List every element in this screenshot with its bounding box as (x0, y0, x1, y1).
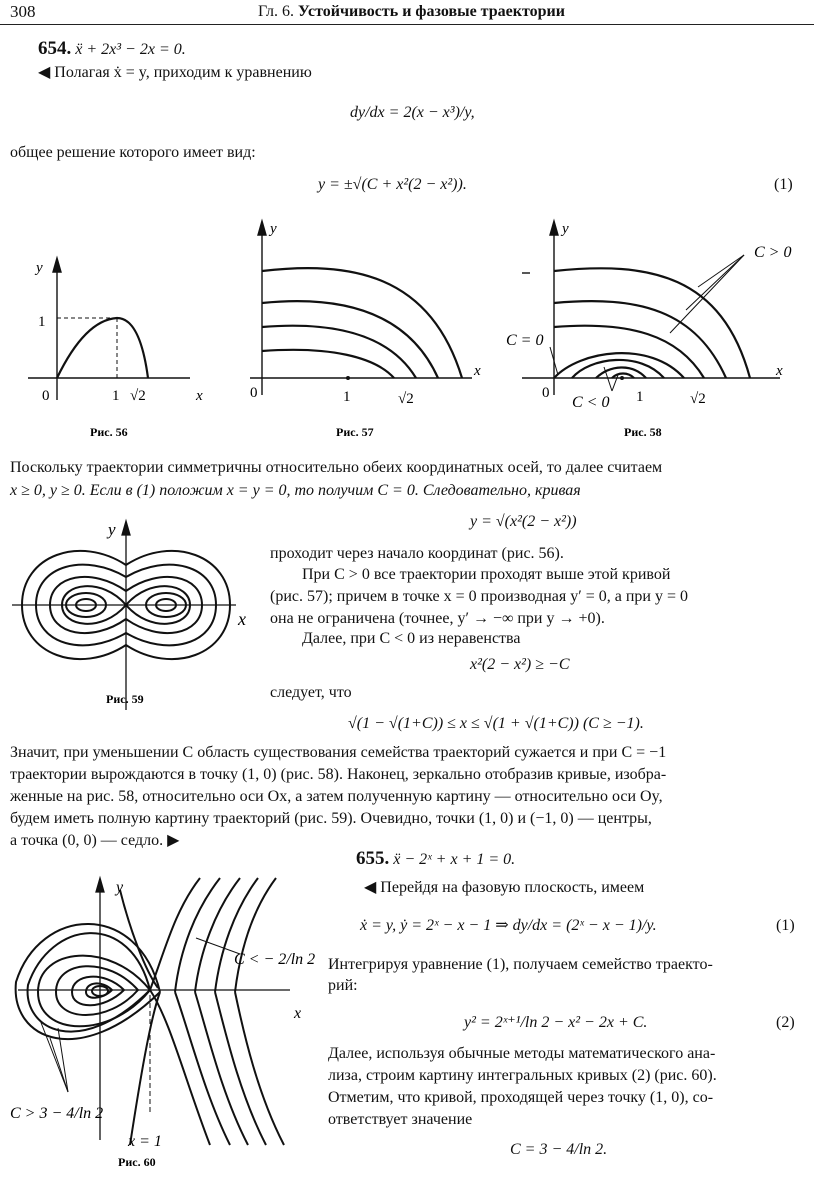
problem-655-heading (356, 848, 515, 870)
range-inequality: √(1 − √(1+C)) ≤ x ≤ √(1 + √(1+C)) (C ≥ −1). (348, 715, 644, 732)
equation-dy-dx: dy/dx = 2(x − x³)/y, (350, 104, 475, 121)
paragraph-conclusion-line2: траектории вырождаются в точку (1, 0) (рис. 58). Наконец, зеркально отобразив кривые, изобра- (10, 766, 667, 783)
paragraph-conclusion-line5: а точка (0, 0) — седло. ▶ (10, 832, 180, 849)
problem-equation: ẍ + 2x³ − 2x = 0. (75, 41, 186, 58)
axis-x-label: x (474, 363, 481, 379)
label-c-zero: C = 0 (506, 332, 544, 349)
axis-y-label: y (270, 221, 277, 237)
label-x-equals-1: x = 1 (128, 1133, 162, 1150)
figure-56 (0, 250, 230, 450)
page-number: 308 (10, 2, 36, 21)
figure-57 (230, 215, 500, 450)
paragraph-c-positive-line1: При C > 0 все траектории проходят выше этой кривой (302, 566, 671, 583)
label-c-greater: C > 3 − 4/ln 2 (10, 1105, 104, 1122)
analysis-line3: Отметим, что кривой, проходящей через точку (1, 0), со- (328, 1089, 714, 1106)
analysis-line2: лиза, строим картину интегральных кривых (2) (рис. 60). (328, 1067, 717, 1084)
analysis-line4: ответствует значение (328, 1111, 473, 1128)
integrate-line2: рий: (328, 977, 358, 994)
tick-x-sqrt2: √2 (130, 388, 146, 404)
problem-number: 655. (356, 848, 390, 869)
solution-equation: y = ±√(C + x²(2 − x²)). (318, 176, 467, 193)
integrate-line1: Интегрируя уравнение (1), получаем семейство траекто- (328, 956, 713, 973)
paragraph-symmetry-line2: x ≥ 0, y ≥ 0. Если в (1) положим x = y = 0, то получим C = 0. Следовательно, кривая (10, 482, 581, 499)
axis-x-label: x (196, 388, 203, 404)
tick-y-1: 1 (38, 314, 46, 330)
tick-x-sqrt2: √2 (690, 391, 706, 407)
tick-x-1: 1 (343, 389, 351, 405)
label-c-positive: C > 0 (754, 244, 792, 261)
header-rule (0, 24, 814, 25)
paragraph-c-positive-line2: (рис. 57); причем в точке x = 0 производная y′ = 0, а при y = 0 (270, 588, 688, 605)
chapter-title: Устойчивость и фазовые траектории (298, 3, 565, 20)
equation-number: (1) (774, 176, 793, 193)
running-header (258, 2, 565, 22)
label-c-negative: C < 0 (572, 394, 610, 411)
general-solution-text: общее решение которого имеет вид: (10, 144, 256, 161)
analysis-line1: Далее, используя обычные методы математического ана- (328, 1045, 716, 1062)
tick-x-1: 1 (636, 389, 644, 405)
problem-654-heading (38, 38, 186, 60)
paragraph-c-positive-line3: она не ограничена (точнее, y′ → −∞ при y → +0). (270, 610, 605, 627)
figure-caption: Рис. 59 (106, 692, 144, 706)
follows-text: следует, что (270, 684, 352, 701)
paragraph-conclusion-line3: женные на рис. 58, относительно оси Ox, а затем полученную картину — относительно оси Oy, (10, 788, 663, 805)
problem-intro: ◀ Полагая ẋ = y, приходим к уравнению (38, 64, 312, 81)
problem-intro: ◀ Перейдя на фазовую плоскость, имеем (364, 879, 645, 896)
family-number: (2) (776, 1014, 795, 1031)
problem-number: 654. (38, 38, 72, 59)
paragraph-conclusion-line1: Значит, при уменьшении C область существования семейства траекторий сужается и при C = −1 (10, 744, 667, 761)
label-c-less: C < − 2/ln 2 (234, 951, 316, 968)
paragraph-conclusion-line4: будем иметь полную картину траекторий (рис. 59). Очевидно, точки (1, 0) и (−1, 0) — центры, (10, 810, 652, 827)
figure-58 (500, 215, 814, 450)
paragraph-origin: проходит через начало координат (рис. 56). (270, 545, 564, 562)
figure-60 (0, 870, 325, 1170)
figure-59 (0, 515, 265, 715)
axis-y-label: y (108, 520, 116, 539)
inequality: x²(2 − x²) ≥ −C (470, 656, 570, 673)
c-value: C = 3 − 4/ln 2. (510, 1141, 608, 1158)
system-number: (1) (776, 917, 795, 934)
tick-origin: 0 (542, 385, 550, 401)
figure-caption: Рис. 56 (90, 425, 128, 439)
figure-caption: Рис. 57 (336, 425, 374, 439)
curve-equation: y = √(x²(2 − x²)) (470, 513, 577, 530)
axis-x-label: x (776, 363, 783, 379)
axis-y-label: y (36, 260, 43, 276)
family-equation: y² = 2ˣ⁺¹/ln 2 − x² − 2x + C. (464, 1014, 648, 1031)
chapter-label: Гл. 6. (258, 3, 295, 20)
tick-x-1: 1 (112, 388, 120, 404)
tick-x-sqrt2: √2 (398, 391, 414, 407)
figure-caption: Рис. 58 (624, 425, 662, 439)
axis-y-label: y (116, 879, 124, 896)
figure-caption: Рис. 60 (118, 1155, 156, 1169)
tick-origin: 0 (42, 388, 50, 404)
tick-origin: 0 (250, 385, 258, 401)
paragraph-symmetry-line1: Поскольку траектории симметричны относительно обеих координатных осей, то далее считаем (10, 459, 663, 476)
axis-x-label: x (294, 1005, 302, 1022)
axis-y-label: y (562, 221, 569, 237)
paragraph-c-negative: Далее, при C < 0 из неравенства (302, 630, 521, 647)
phase-system: ẋ = y, ẏ = 2ˣ − x − 1 ⇒ dy/dx = (2ˣ − x − 1)/y. (360, 917, 657, 934)
axis-x-label: x (238, 609, 246, 629)
problem-equation: ẍ − 2ˣ + x + 1 = 0. (393, 851, 516, 868)
